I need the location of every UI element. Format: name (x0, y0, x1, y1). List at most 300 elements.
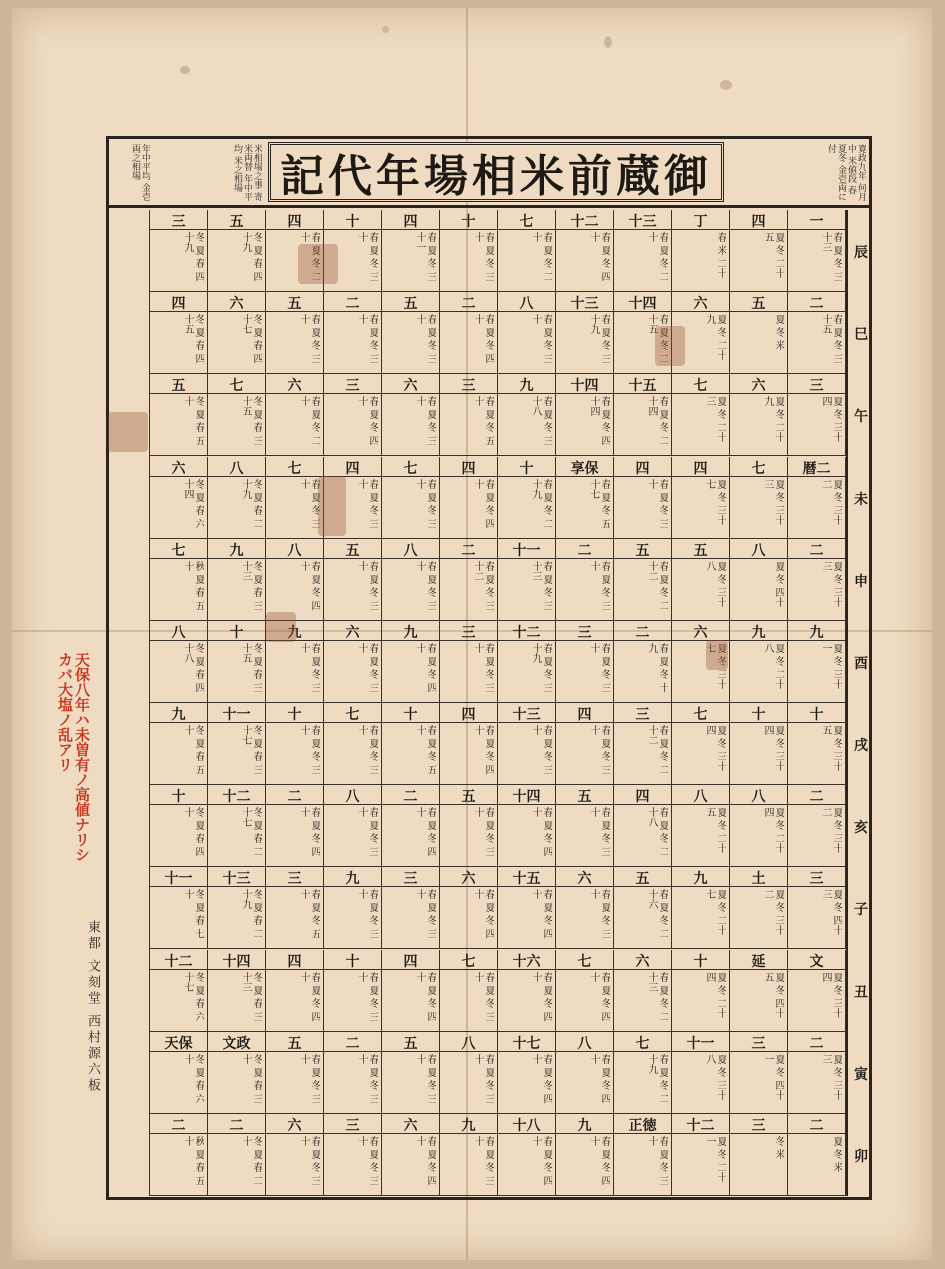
year-label: 文政 (208, 1033, 265, 1052)
year-cell (208, 621, 266, 703)
title-box (268, 142, 724, 202)
price-values: 春 夏 冬 三十五 (820, 314, 842, 364)
price-values: 春 夏 冬 三十九 (588, 314, 610, 364)
year-cell (266, 867, 324, 949)
stain (108, 412, 148, 452)
year-label: 十一 (208, 704, 265, 723)
year-cell (788, 1114, 846, 1196)
year-label: 五 (324, 540, 381, 559)
price-values: 春 夏 冬 二十三 (646, 971, 668, 1022)
year-label: 五 (382, 293, 439, 312)
year-label: 五 (208, 211, 265, 230)
year-label: 四 (614, 786, 671, 805)
price-values: 春 夏 冬 四十 (530, 889, 552, 939)
year-cell (788, 703, 846, 785)
year-label: 七 (266, 458, 323, 477)
year-cell (266, 457, 324, 539)
era-zodiac-label: 子 (854, 902, 868, 919)
year-label: 二 (150, 1115, 207, 1134)
era-zodiac-label: 亥 (854, 820, 868, 837)
year-label: 四 (440, 458, 497, 477)
year-cell (440, 621, 498, 703)
year-label: 三 (614, 704, 671, 723)
year-cell (614, 1032, 672, 1114)
year-cell (788, 950, 846, 1032)
year-cell (498, 292, 556, 374)
year-cell (556, 785, 614, 867)
year-cell (382, 539, 440, 621)
year-label: 三 (556, 622, 613, 641)
price-values: 冬 夏 春 四十九 (182, 232, 204, 282)
year-label: 十 (440, 211, 497, 230)
year-cell (498, 374, 556, 456)
year-cell (614, 1114, 672, 1196)
price-values: 春 夏 冬 三十 (356, 478, 378, 529)
year-cell (556, 950, 614, 1032)
year-cell (788, 374, 846, 456)
era-zodiac-label: 寅 (854, 1066, 868, 1083)
year-cell (788, 292, 846, 374)
year-label: 八 (730, 786, 787, 805)
price-values: 春 夏 冬 四十 (472, 314, 494, 364)
year-cell (266, 785, 324, 867)
year-label: 九 (266, 622, 323, 641)
year-cell (672, 1032, 730, 1114)
era-zodiac-label: 卯 (854, 1148, 868, 1165)
year-cell (498, 785, 556, 867)
price-values: 春 夏 冬 三十 (356, 1135, 378, 1186)
year-label: 八 (208, 458, 265, 477)
year-cell (208, 950, 266, 1032)
year-label: 九 (440, 1115, 497, 1134)
price-values: 春 夏 冬 四十 (356, 396, 378, 446)
year-label: 八 (498, 293, 555, 312)
year-label: 十 (382, 704, 439, 723)
header-note-far-left: 年中平均 金壱両之相場 (130, 144, 150, 201)
price-values: 夏 冬 二十四 (762, 807, 784, 854)
price-values: 春 夏 冬 四十四 (588, 396, 610, 446)
price-values: 春 夏 冬 二十 (530, 232, 552, 282)
year-cell (150, 1114, 208, 1196)
year-cell (556, 867, 614, 949)
price-values: 秋 夏 春 五十 (182, 560, 204, 611)
price-values: 冬 夏 春 三十三 (240, 971, 262, 1022)
price-values: 冬 夏 春 四十五 (182, 314, 204, 364)
year-cell (440, 292, 498, 374)
price-values: 夏 冬 三十七 (704, 478, 726, 525)
era-zodiac-label: 申 (854, 573, 868, 590)
year-label: 三 (150, 211, 207, 230)
year-cell (730, 210, 788, 292)
year-cell (266, 374, 324, 456)
year-label: 九 (382, 622, 439, 641)
year-label: 二 (556, 540, 613, 559)
year-cell (788, 621, 846, 703)
year-cell (150, 539, 208, 621)
price-values: 春 夏 冬 四十 (414, 642, 436, 693)
price-values: 夏 冬 米 (831, 1135, 842, 1173)
year-label: 五 (614, 540, 671, 559)
year-cell (556, 539, 614, 621)
year-cell (730, 621, 788, 703)
worm-hole (180, 66, 190, 74)
price-values: 夏 冬 三十二 (762, 889, 784, 936)
year-label: 十四 (614, 293, 671, 312)
year-cell (730, 539, 788, 621)
year-label: 十三 (556, 293, 613, 312)
year-label: 五 (266, 293, 323, 312)
year-cell (440, 374, 498, 456)
year-cell (440, 539, 498, 621)
price-values: 冬 夏 春 六十 (182, 1053, 204, 1104)
price-values: 冬 夏 春 三十三 (240, 560, 262, 611)
price-values: 春 夏 冬 三十 (530, 725, 552, 775)
year-cell (440, 703, 498, 785)
worm-hole (604, 36, 612, 48)
year-label: 七 (614, 1033, 671, 1052)
price-values: 春 夏 冬 三十 (356, 971, 378, 1022)
price-values: 春 夏 冬 二十 (298, 232, 320, 282)
year-label: 四 (440, 704, 497, 723)
year-label: 三 (788, 375, 845, 394)
price-values: 春 夏 冬 三十八 (530, 396, 552, 446)
year-cell (382, 867, 440, 949)
year-label: 五 (730, 293, 787, 312)
year-cell (324, 1114, 382, 1196)
year-label: 十 (730, 704, 787, 723)
year-label: 延 (730, 951, 787, 970)
year-label: 八 (730, 540, 787, 559)
year-label: 二 (324, 293, 381, 312)
price-values: 春 夏 冬 三十一 (414, 232, 436, 282)
year-label: 二 (440, 293, 497, 312)
year-label: 十 (266, 704, 323, 723)
year-cell (382, 457, 440, 539)
year-label: 天保 (150, 1033, 207, 1052)
year-cell (730, 292, 788, 374)
year-label: 二 (324, 1033, 381, 1052)
red-annotation: 天保八年ハ未曽有ノ高値ナリシカバ大塩ノ乱アリ (56, 652, 91, 862)
year-label: 四 (730, 211, 787, 230)
era-zodiac-label: 未 (854, 491, 868, 508)
price-values: 夏 冬 三十八 (704, 560, 726, 608)
year-cell (324, 1032, 382, 1114)
price-values: 春 夏 冬 三十 (414, 478, 436, 529)
price-values: 冬 夏 春 四十七 (240, 314, 262, 364)
price-values: 冬 夏 春 二十九 (240, 889, 262, 939)
year-label: 九 (556, 1115, 613, 1134)
year-cell (614, 539, 672, 621)
year-label: 四 (614, 458, 671, 477)
price-values: 春 夏 冬 三十 (414, 314, 436, 364)
year-label: 十四 (208, 951, 265, 970)
year-label: 十五 (614, 375, 671, 394)
year-label: 七 (208, 375, 265, 394)
year-label: 十二 (672, 1115, 729, 1134)
price-values: 春 夏 冬 五十 (414, 725, 436, 775)
year-cell (730, 867, 788, 949)
year-cell (382, 292, 440, 374)
price-values: 春 夏 冬 三十 (356, 642, 378, 693)
year-cell (788, 785, 846, 867)
left-margin-column (110, 210, 150, 1196)
price-values: 春 夏 冬 三十 (588, 560, 610, 611)
header-note-left: 米相場之事 寄米両替 年中平均 米之相場 (232, 144, 262, 201)
year-cell (382, 785, 440, 867)
year-cell (208, 210, 266, 292)
year-cell (266, 1032, 324, 1114)
year-label: 五 (150, 375, 207, 394)
stain (706, 640, 728, 670)
year-cell (498, 950, 556, 1032)
year-label: 八 (266, 540, 323, 559)
year-label: 六 (672, 293, 729, 312)
era-zodiac-label: 丑 (854, 984, 868, 1001)
year-cell (440, 785, 498, 867)
year-cell (788, 1032, 846, 1114)
year-label: 享保 (556, 458, 613, 477)
year-label: 五 (266, 1033, 323, 1052)
price-values: 冬 夏 春 四十八 (182, 642, 204, 693)
year-cell (208, 785, 266, 867)
price-values: 春 夏 冬 三十 (646, 1135, 668, 1186)
year-label: 丁 (672, 211, 729, 230)
price-values: 冬 夏 春 三十七 (240, 725, 262, 775)
price-values: 春 夏 冬 四十 (472, 725, 494, 775)
year-label: 六 (672, 622, 729, 641)
year-cell (614, 210, 672, 292)
year-label: 正徳 (614, 1115, 671, 1134)
year-cell (788, 539, 846, 621)
year-label: 四 (266, 951, 323, 970)
price-values: 春 夏 冬 三十 (472, 642, 494, 693)
stain (298, 244, 338, 284)
year-label: 二 (208, 1115, 265, 1134)
price-values: 春 夏 冬 三十 (298, 725, 320, 775)
price-values: 夏 冬 二十七 (704, 889, 726, 936)
year-label: 九 (788, 622, 845, 641)
year-cell (730, 374, 788, 456)
year-cell (498, 210, 556, 292)
price-values: 春 夏 冬 四十 (298, 807, 320, 857)
year-label: 九 (208, 540, 265, 559)
price-values: 夏 冬 二十五 (704, 807, 726, 854)
year-label: 暦二 (788, 458, 845, 477)
year-label: 三 (730, 1033, 787, 1052)
year-cell (614, 374, 672, 456)
year-cell (382, 1032, 440, 1114)
price-values: 春 夏 冬 四十 (472, 889, 494, 939)
year-label: 一 (788, 211, 845, 230)
stain (655, 326, 685, 366)
year-cell (150, 210, 208, 292)
year-label: 二 (788, 786, 845, 805)
year-cell (324, 703, 382, 785)
year-label: 十一 (672, 1033, 729, 1052)
price-values: 春 夏 冬 二十 (646, 232, 668, 282)
price-values: 夏 冬 二十九 (762, 396, 784, 443)
price-values: 春 夏 冬 四十 (588, 971, 610, 1022)
year-cell (266, 703, 324, 785)
year-label: 九 (150, 704, 207, 723)
year-cell (556, 210, 614, 292)
year-label: 三 (788, 868, 845, 887)
year-label: 四 (556, 704, 613, 723)
price-values: 夏 冬 三十五 (820, 725, 842, 772)
year-label: 八 (556, 1033, 613, 1052)
era-zodiac-label: 巳 (854, 327, 868, 344)
price-values: 夏 冬 三十二 (820, 807, 842, 854)
year-cell (382, 210, 440, 292)
year-label: 九 (324, 868, 381, 887)
year-label: 十 (324, 211, 381, 230)
year-cell (440, 1114, 498, 1196)
year-label: 八 (672, 786, 729, 805)
year-cell (672, 1114, 730, 1196)
price-values: 春 夏 冬 三十 (588, 725, 610, 775)
price-values: 春 夏 冬 三十 (472, 971, 494, 1022)
stain (266, 612, 296, 642)
price-values: 春 夏 冬 三十三 (530, 560, 552, 611)
price-values: 春 夏 冬 四十 (588, 1135, 610, 1186)
era-zodiac-label: 酉 (854, 655, 868, 672)
year-label: 十二 (150, 951, 207, 970)
price-values: 春 夏 冬 三十 (356, 560, 378, 611)
year-cell (614, 457, 672, 539)
price-values: 夏 冬 二十三 (704, 396, 726, 443)
year-cell (150, 867, 208, 949)
price-values: 春 夏 冬 五十七 (588, 478, 610, 529)
price-values: 夏 冬 米 (773, 314, 784, 351)
year-cell (614, 867, 672, 949)
price-values: 春 夏 冬 四十 (530, 807, 552, 857)
year-cell (672, 950, 730, 1032)
price-values: 冬 夏 春 二十 (240, 1135, 262, 1186)
price-values: 春 夏 冬 三十 (356, 232, 378, 282)
price-values: 春 夏 冬 四十 (530, 1135, 552, 1186)
year-label: 三 (324, 1115, 381, 1134)
price-values: 春 夏 冬 三十 (472, 1135, 494, 1186)
year-label: 十四 (498, 786, 555, 805)
price-values: 夏 冬 二十一 (704, 1135, 726, 1183)
price-values: 夏 冬 二十五 (762, 232, 784, 279)
price-values: 冬 夏 春 二十九 (240, 478, 262, 529)
year-label: 十一 (150, 868, 207, 887)
price-values: 冬 夏 春 三十 (240, 1053, 262, 1104)
price-values: 春 夏 冬 四十 (414, 807, 436, 857)
year-label: 四 (382, 211, 439, 230)
year-label: 文 (788, 951, 845, 970)
year-cell (556, 457, 614, 539)
year-label: 二 (788, 1115, 845, 1134)
year-label: 土 (730, 868, 787, 887)
price-values: 夏 冬 三十三 (762, 478, 784, 525)
year-cell (672, 374, 730, 456)
year-cell (208, 374, 266, 456)
price-values: 春 夏 冬 三十 (472, 232, 494, 282)
price-values: 夏 冬 三十四 (704, 725, 726, 772)
year-label: 六 (382, 375, 439, 394)
year-label: 五 (440, 786, 497, 805)
price-values: 春 夏 冬 三十 (356, 725, 378, 775)
price-values: 冬 夏 春 五十 (182, 725, 204, 775)
year-cell (788, 210, 846, 292)
year-label: 九 (498, 375, 555, 394)
year-label: 八 (382, 540, 439, 559)
price-values: 夏 冬 四十一 (762, 1053, 784, 1101)
year-cell (150, 292, 208, 374)
era-zodiac-label: 午 (854, 409, 868, 426)
price-values: 冬 夏 春 三十五 (240, 396, 262, 446)
price-values: 春 夏 冬 四十 (530, 971, 552, 1022)
price-values: 冬 夏 春 七十 (182, 889, 204, 939)
year-cell (382, 703, 440, 785)
price-values: 春 夏 冬 三十 (298, 1053, 320, 1104)
price-values: 冬 夏 春 五十 (182, 396, 204, 446)
year-cell (440, 210, 498, 292)
price-values: 春 夏 冬 二十九 (646, 1053, 668, 1104)
price-values: 春 夏 冬 三十 (414, 1053, 436, 1104)
year-label: 六 (266, 375, 323, 394)
year-label: 二 (382, 786, 439, 805)
year-label: 六 (556, 868, 613, 887)
year-label: 八 (440, 1033, 497, 1052)
year-cell (730, 1032, 788, 1114)
year-label: 九 (730, 622, 787, 641)
year-label: 七 (556, 951, 613, 970)
era-zodiac-label: 戌 (854, 738, 868, 755)
year-label: 四 (672, 458, 729, 477)
year-cell (208, 1114, 266, 1196)
price-values: 夏 冬 二十四 (704, 971, 726, 1018)
year-cell (556, 621, 614, 703)
year-label: 八 (150, 622, 207, 641)
year-cell (440, 457, 498, 539)
year-cell (324, 785, 382, 867)
year-label: 十七 (498, 1033, 555, 1052)
year-label: 十 (150, 786, 207, 805)
year-label: 十五 (498, 868, 555, 887)
price-values: 夏 冬 三十四 (820, 396, 842, 443)
year-label: 七 (730, 458, 787, 477)
year-cell (498, 457, 556, 539)
price-values: 春 夏 冬 四十 (530, 1053, 552, 1104)
price-values: 春 夏 冬 五十 (472, 396, 494, 446)
year-label: 八 (324, 786, 381, 805)
year-label: 十三 (208, 868, 265, 887)
year-label: 七 (440, 951, 497, 970)
year-cell (324, 539, 382, 621)
year-label: 十 (324, 951, 381, 970)
year-cell (672, 457, 730, 539)
year-label: 七 (498, 211, 555, 230)
year-label: 十六 (498, 951, 555, 970)
price-values: 春 夏 冬 三十 (414, 560, 436, 611)
year-cell (324, 292, 382, 374)
year-label: 十二 (208, 786, 265, 805)
year-cell (730, 703, 788, 785)
year-label: 十三 (614, 211, 671, 230)
price-values: 夏 冬 三十三 (820, 1053, 842, 1101)
worm-hole (382, 26, 389, 33)
year-label: 七 (672, 375, 729, 394)
price-values: 春 夏 冬 三十 (472, 807, 494, 857)
year-label: 十 (208, 622, 265, 641)
era-column (846, 210, 872, 1196)
price-values: 春 夏 冬 三十 (356, 889, 378, 939)
year-cell (498, 539, 556, 621)
year-label: 三 (324, 375, 381, 394)
